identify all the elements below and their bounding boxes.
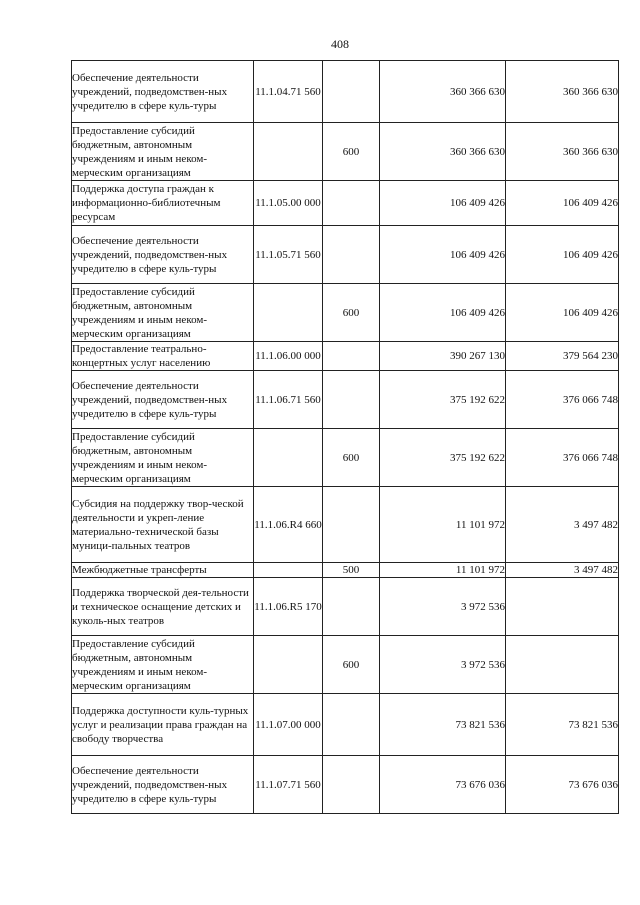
row-code-cell: 11.1.07.71 560	[254, 756, 323, 814]
table-row	[72, 181, 619, 226]
row-amount-year2-cell	[506, 578, 619, 636]
row-amount-year2-cell: 3 497 482	[506, 563, 619, 578]
row-amount-year2-cell: 379 564 230	[506, 342, 619, 371]
row-expense-type-cell	[323, 342, 380, 371]
table-row	[72, 61, 619, 123]
table-row	[72, 578, 619, 636]
row-amount-year2-cell: 73 676 036	[506, 756, 619, 814]
row-amount-year1-cell: 375 192 622	[380, 371, 506, 429]
row-amount-year2-cell: 360 366 630	[506, 61, 619, 123]
row-expense-type-cell: 500	[323, 563, 380, 578]
row-amount-year1-cell: 360 366 630	[380, 61, 506, 123]
table-row	[72, 342, 619, 371]
row-name-cell: Обеспечение деятельности учреждений, подведомствен-ных учредителю в сфере куль-туры	[72, 226, 254, 284]
row-expense-type-cell	[323, 694, 380, 756]
row-code-cell	[254, 429, 323, 487]
row-name-cell: Предоставление театрально-концертных услуг населению	[72, 342, 254, 371]
row-name-cell: Обеспечение деятельности учреждений, подведомствен-ных учредителю в сфере куль-туры	[72, 61, 254, 123]
row-expense-type-cell: 600	[323, 284, 380, 342]
row-amount-year1-cell: 3 972 536	[380, 636, 506, 694]
row-name-cell: Предоставление субсидий бюджетным, автономным учреждениям и иным неком-мерческим организациям	[72, 429, 254, 487]
row-amount-year2-cell: 376 066 748	[506, 371, 619, 429]
row-code-cell: 11.1.05.00 000	[254, 181, 323, 226]
row-amount-year1-cell: 106 409 426	[380, 181, 506, 226]
row-amount-year1-cell: 390 267 130	[380, 342, 506, 371]
table-row	[72, 694, 619, 756]
row-expense-type-cell: 600	[323, 429, 380, 487]
row-amount-year2-cell: 3 497 482	[506, 487, 619, 563]
row-expense-type-cell	[323, 371, 380, 429]
row-expense-type-cell	[323, 181, 380, 226]
row-amount-year2-cell: 73 821 536	[506, 694, 619, 756]
budget-table-body	[72, 61, 619, 814]
budget-table	[71, 60, 619, 814]
row-expense-type-cell	[323, 578, 380, 636]
row-expense-type-cell: 600	[323, 123, 380, 181]
table-row	[72, 487, 619, 563]
table-row	[72, 123, 619, 181]
table-row	[72, 756, 619, 814]
row-amount-year2-cell	[506, 636, 619, 694]
row-name-cell: Поддержка творческой дея-тельности и техническое оснащение детских и куколь-ных театров	[72, 578, 254, 636]
row-code-cell	[254, 284, 323, 342]
row-amount-year1-cell: 11 101 972	[380, 563, 506, 578]
row-code-cell: 11.1.06.R5 170	[254, 578, 323, 636]
table-row	[72, 563, 619, 578]
page-number: 408	[331, 37, 349, 51]
row-expense-type-cell	[323, 61, 380, 123]
row-name-cell: Предоставление субсидий бюджетным, автономным учреждениям и иным неком-мерческим организациям	[72, 284, 254, 342]
row-name-cell: Обеспечение деятельности учреждений, подведомствен-ных учредителю в сфере куль-туры	[72, 756, 254, 814]
row-amount-year2-cell: 360 366 630	[506, 123, 619, 181]
row-code-cell: 11.1.04.71 560	[254, 61, 323, 123]
row-code-cell	[254, 636, 323, 694]
row-name-cell: Предоставление субсидий бюджетным, автономным учреждениям и иным неком-мерческим организациям	[72, 636, 254, 694]
row-amount-year2-cell: 106 409 426	[506, 181, 619, 226]
row-name-cell: Межбюджетные трансферты	[72, 563, 254, 578]
row-amount-year2-cell: 106 409 426	[506, 226, 619, 284]
row-code-cell: 11.1.05.71 560	[254, 226, 323, 284]
row-name-cell: Поддержка доступности куль-турных услуг и реализации права граждан на свободу творчества	[72, 694, 254, 756]
table-row	[72, 226, 619, 284]
row-expense-type-cell	[323, 756, 380, 814]
row-code-cell: 11.1.06.00 000	[254, 342, 323, 371]
row-expense-type-cell	[323, 226, 380, 284]
row-amount-year1-cell: 106 409 426	[380, 284, 506, 342]
row-amount-year1-cell: 375 192 622	[380, 429, 506, 487]
table-row	[72, 371, 619, 429]
row-amount-year2-cell: 106 409 426	[506, 284, 619, 342]
row-name-cell: Обеспечение деятельности учреждений, подведомствен-ных учредителю в сфере куль-туры	[72, 371, 254, 429]
row-name-cell: Субсидия на поддержку твор-ческой деятельности и укреп-ление материально-технической базы муници-пальных театров	[72, 487, 254, 563]
row-expense-type-cell: 600	[323, 636, 380, 694]
row-expense-type-cell	[323, 487, 380, 563]
row-amount-year1-cell: 3 972 536	[380, 578, 506, 636]
table-row	[72, 636, 619, 694]
row-code-cell	[254, 123, 323, 181]
row-amount-year1-cell: 106 409 426	[380, 226, 506, 284]
table-row	[72, 429, 619, 487]
table-row	[72, 284, 619, 342]
row-code-cell: 11.1.06.R4 660	[254, 487, 323, 563]
row-amount-year1-cell: 73 676 036	[380, 756, 506, 814]
row-code-cell: 11.1.06.71 560	[254, 371, 323, 429]
row-code-cell	[254, 563, 323, 578]
row-code-cell: 11.1.07.00 000	[254, 694, 323, 756]
row-amount-year1-cell: 11 101 972	[380, 487, 506, 563]
row-name-cell: Предоставление субсидий бюджетным, автономным учреждениям и иным неком-мерческим организациям	[72, 123, 254, 181]
row-amount-year2-cell: 376 066 748	[506, 429, 619, 487]
row-amount-year1-cell: 73 821 536	[380, 694, 506, 756]
row-amount-year1-cell: 360 366 630	[380, 123, 506, 181]
row-name-cell: Поддержка доступа граждан к информационно-библиотечным ресурсам	[72, 181, 254, 226]
